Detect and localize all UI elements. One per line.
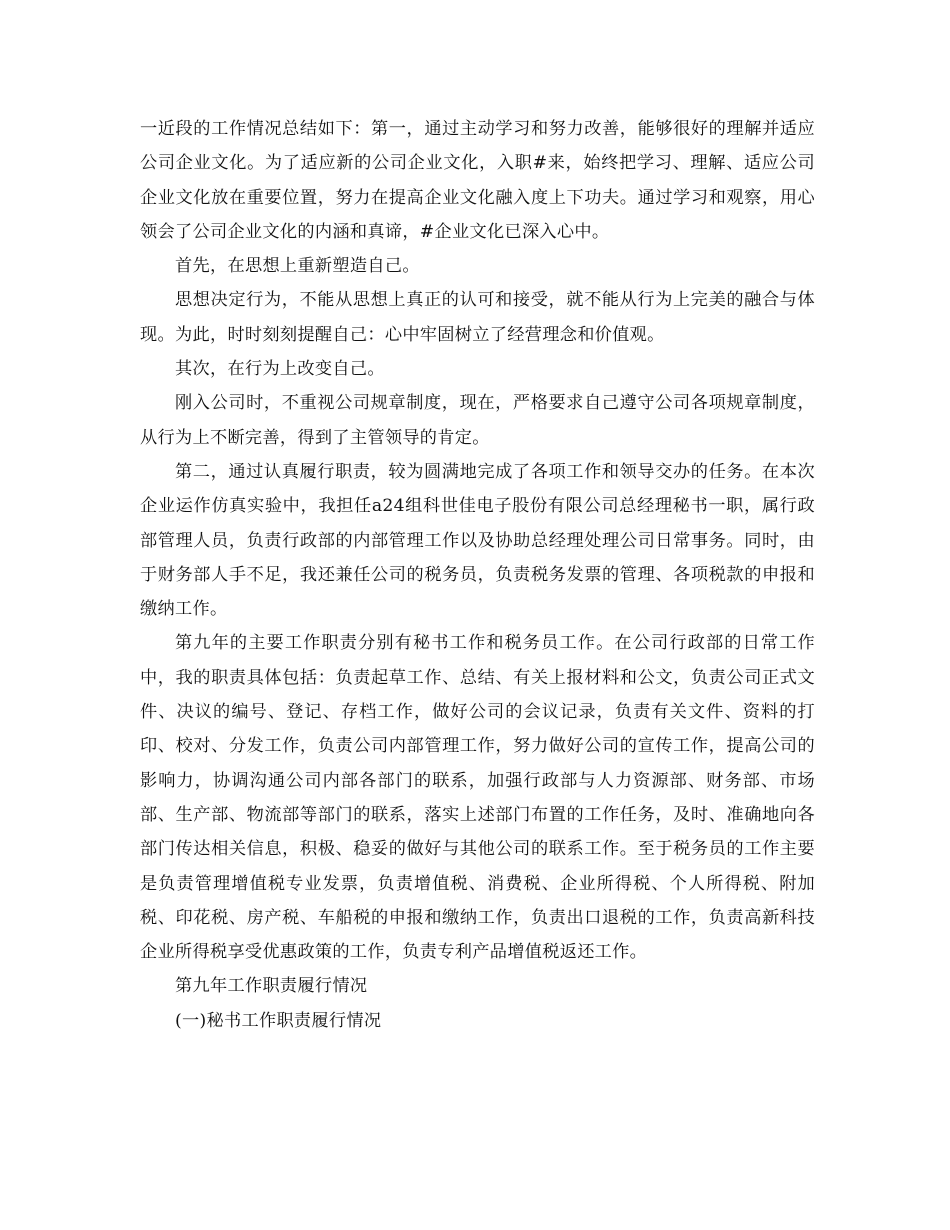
subsection-heading-secretary: (一)秘书工作职责履行情况	[175, 1010, 382, 1031]
document-body	[140, 112, 815, 1038]
paragraph-main-responsibilities: 第九年的主要工作职责分别有秘书工作和税务员工作。在公司行政部的日常工作中，我的职责具体包括：负责起草工作、总结、有关上报材料和公文，负责公司正式文件、决议的编号、登记、存档工作，做好公司的会议记录，负责有关文件、资料的打印、校对、分发工作，负责公司内部管理工作，努力做好公司的宣传工作，提高公司的影响力，协调沟通公司内部各部门的联系，加强行政部与人力资源部、财务部、市场部、生产部、物流部等部门的联系，落实上述部门布置的工作任务，及时、准确地向各部门传达相关信息，积极、稳妥的做好与其他公司的联系工作。至于税务员的工作主要是负责管理增值税专业发票，负责增值税、消费税、企业所得税、个人所得税、附加税、印花税、房产税、车船税的申报和缴纳工作，负责出口退税的工作，负责高新科技企业所得税享受优惠政策的工作，负责专利产品增值税返还工作。	[140, 633, 815, 963]
paragraph-culture-summary: 一近段的工作情况总结如下：第一，通过主动学习和努力改善，能够很好的理解并适应公司企业文化。为了适应新的公司企业文化，入职#来，始终把学习、理解、适应公司企业文化放在重要位置，努力在提高企业文化融入度上下功夫。通过学习和观察，用心领会了公司企业文化的内涵和真谛，#企业文化已深入心中。	[140, 119, 815, 242]
paragraph-second-change-behavior: 其次，在行为上改变自己。	[175, 359, 385, 380]
section-heading-duty-status: 第九年工作职责履行情况	[175, 976, 368, 997]
paragraph-rules-compliance: 刚入公司时，不重视公司规章制度，现在，严格要求自己遵守公司各项规章制度，从行为上不断完善，得到了主管领导的肯定。	[140, 393, 815, 448]
paragraph-duties-performance: 第二，通过认真履行职责，较为圆满地完成了各项工作和领导交办的任务。在本次企业运作仿真实验中，我担任a24组科世佳电子股份有限公司总经理秘书一职，属行政部管理人员，负责行政部的内部管理工作以及协助总经理处理公司日常事务。同时，由于财务部人手不足，我还兼任公司的税务员，负责税务发票的管理、各项税款的申报和缴纳工作。	[140, 461, 815, 620]
paragraph-first-reshape-thinking: 首先，在思想上重新塑造自己。	[175, 256, 420, 277]
paragraph-thinking-decides-behavior: 思想决定行为，不能从思想上真正的认可和接受，就不能从行为上完美的融合与体现。为此，时时刻刻提醒自己：心中牢固树立了经营理念和价值观。	[140, 290, 815, 345]
